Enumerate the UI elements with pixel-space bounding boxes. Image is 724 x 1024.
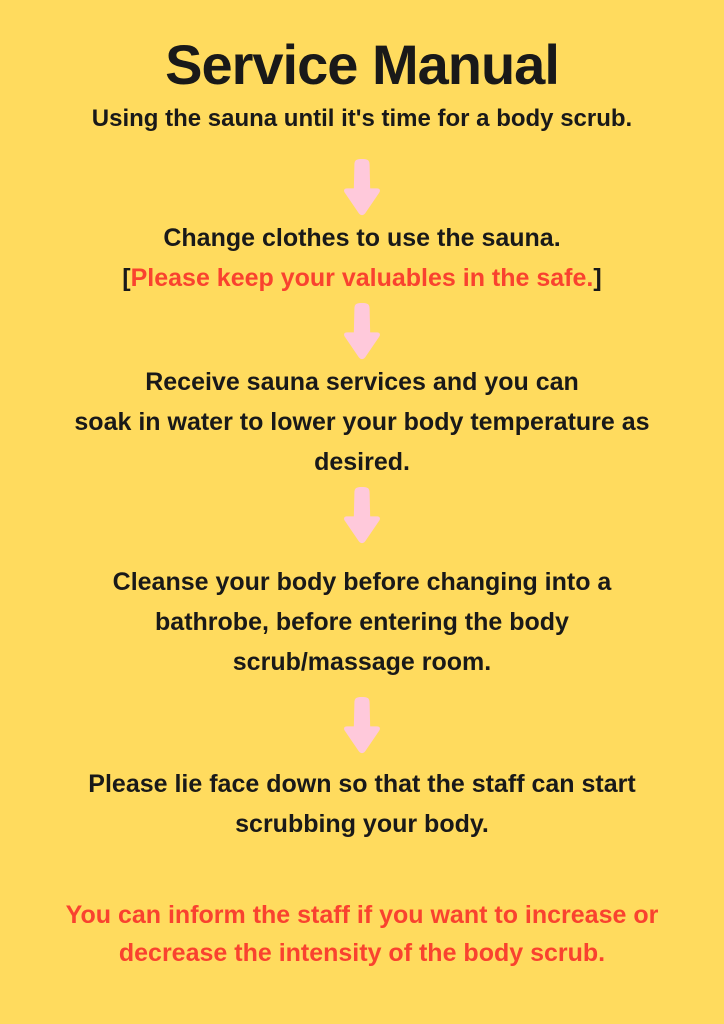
step-3-line-3: scrub/massage room. bbox=[232, 648, 492, 676]
note-open-bracket: [ bbox=[122, 264, 131, 292]
step-3-line-1: Cleanse your body before changing into a bbox=[112, 568, 612, 596]
step-3-line-2: bathrobe, before entering the body bbox=[155, 608, 569, 636]
down-arrow-icon bbox=[343, 694, 381, 756]
footer-note bbox=[0, 896, 724, 972]
step-3 bbox=[0, 562, 724, 682]
step-1-note bbox=[0, 258, 724, 298]
step-1-text: Change clothes to use the sauna. bbox=[163, 224, 561, 252]
step-1 bbox=[0, 218, 724, 298]
note-close-bracket: ] bbox=[593, 264, 602, 292]
footer-line-1: You can inform the staff if you want to increase or bbox=[65, 901, 659, 929]
down-arrow-icon bbox=[343, 484, 381, 546]
down-arrow-shape bbox=[344, 697, 380, 753]
down-arrow-icon bbox=[343, 300, 381, 362]
step-2-line-3: desired. bbox=[314, 448, 410, 476]
down-arrow-icon bbox=[343, 156, 381, 218]
page-title: Service Manual bbox=[165, 33, 559, 96]
step-2-line-1: Receive sauna services and you can bbox=[145, 368, 579, 396]
subtitle: Using the sauna until it's time for a body scrub. bbox=[91, 105, 633, 132]
footer-line-2: decrease the intensity of the body scrub. bbox=[118, 939, 606, 967]
step-2 bbox=[0, 362, 724, 482]
down-arrow-shape bbox=[344, 487, 380, 543]
step-4-line-1: Please lie face down so that the staff can start bbox=[88, 770, 636, 798]
note-text: Please keep your valuables in the safe. bbox=[130, 264, 594, 292]
down-arrow-shape bbox=[344, 303, 380, 359]
step-4 bbox=[0, 764, 724, 844]
down-arrow-shape bbox=[344, 159, 380, 215]
step-4-line-2: scrubbing your body. bbox=[235, 810, 489, 838]
step-2-line-2: soak in water to lower your body temperature as bbox=[74, 408, 650, 436]
